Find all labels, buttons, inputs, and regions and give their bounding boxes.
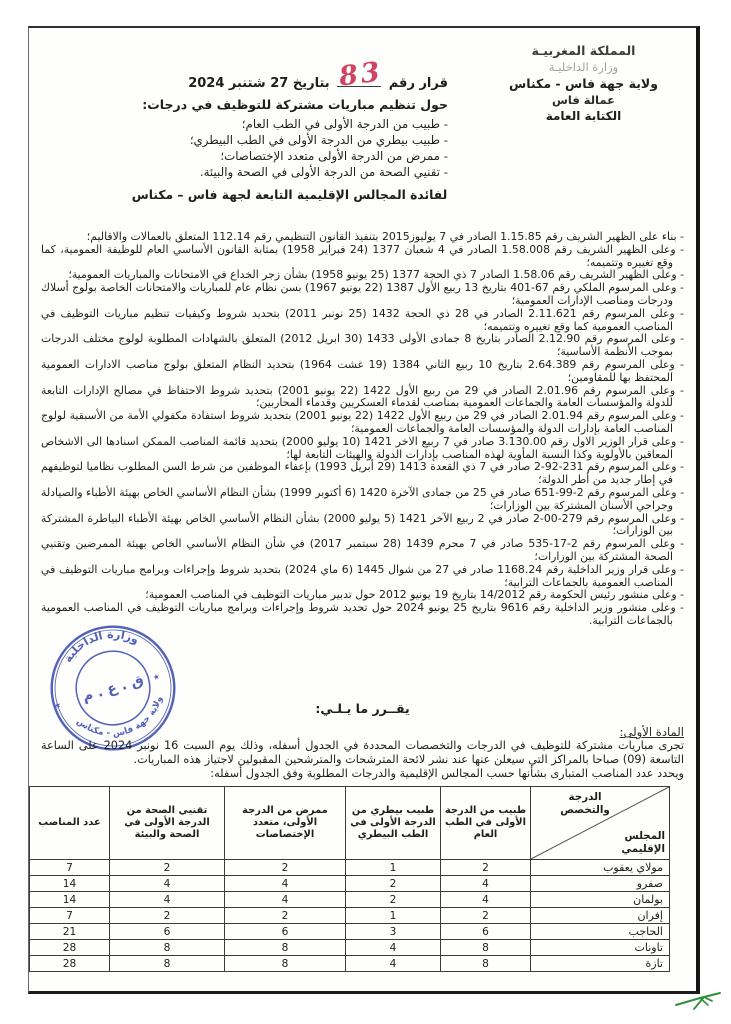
preamble-item: - وعلى المرسوم رقم 279-00-2 صادر في 2 ربيع الآخر 1421 (5 يوليو 2000) بشأن النظام الأساسي الخاص بهيئة الأطباء البياطرة المشتركة بين الوزارات؛ — [41, 511, 685, 538]
cell-value: 2 — [225, 860, 346, 876]
council-name: بولمان — [531, 892, 670, 908]
cell-value: 8 — [441, 956, 531, 972]
preamble-list — [41, 231, 684, 628]
preamble-item: - وعلى المرسوم رقم 2.64.389 بتاريخ 10 ربيع الثاني 1384 (19 غشت 1964) بتحديد النظام المتعلق بولوج مناصب الادارات العمومية المحتفظ بها للمقاومين؛ — [41, 357, 684, 384]
stamp-arc-bottom-text: ولاية جهة فاس - مكناس — [74, 695, 165, 740]
stamp-arc-top-text: وزارة الداخلية — [61, 627, 141, 665]
council-name: تاونات — [531, 940, 670, 956]
cell-value: 4 — [225, 892, 346, 908]
table-intro-text: ويحدد عدد المناصب المتبارى بشأنها حسب المجالس الإقليمية والدرجات المطلوبة وفق الجدول أسفله: — [210, 766, 684, 780]
cell-value: 4 — [346, 940, 441, 956]
column-header: تقنيي الصحة من الدرجة الأولى في الصحة والبيئة — [110, 787, 225, 860]
article-one-body — [41, 739, 684, 781]
cell-value: 4 — [225, 876, 346, 892]
column-header: طبيب بيطري من الدرجة الأولى في الطب البيطري — [346, 787, 441, 860]
council-name: إفران — [531, 908, 670, 924]
council-name: صفرو — [531, 876, 670, 892]
cell-value: 6 — [441, 924, 531, 940]
preamble-item: - وعلى المرسوم رقم 2.12.90 الصادر بتاريخ 8 جمادى الأولى 1433 (30 ابريل 2012) المتعلق بالشهادات المطلوبة لولوج مختلف الدرجات بموجب الأنظمة الأساسية؛ — [41, 332, 685, 359]
cell-value: 4 — [110, 892, 225, 908]
preamble-item: - وعلى قرار وزير الداخلية رقم 1168.24 صادر في 27 من شوال 1445 (6 ماي 2024) بتحديد شروط وإجراءات وبرامج مباريات التوظيف في المناصب العمومية بالجماعات الترابية؛ — [41, 562, 684, 589]
preamble-item: - وعلى المرسوم رقم 2.01.94 الصادر في 29 من ربيع الأول 1422 (22 يونيو 2001) بتحديد شروط استفادة مكفولي الأمة من الأسبقية لولوج المناصب العامة بإدارات الدولة والمؤسسات العامة والجماعات العمومية؛ — [41, 409, 684, 435]
grade-item: - طبيب من الدرجة الأولى في الطب العام؛ — [241, 117, 448, 131]
cell-value: 2 — [225, 908, 346, 924]
beneficiary-line: لفائدة المجالس الإقليمية التابعة لجهة فاس – مكناس — [131, 188, 448, 202]
preamble-item: - وعلى قرار الوزير الاول رقم 3.130.00 صادر في 7 ربيع الاخر 1421 (10 يوليو 2000) بتحديد قائمة المناصب الممكن اسنادها الى الاشخاص المعاقين بالأولوية وكذا النسبة المأوية لهذه المناصب بإدارات الدولة والهيئات التابعة لها؛ — [41, 434, 684, 461]
preamble-item: - وعلى الظهير الشريف رقم 1.58.008 الصادر في 4 شعبان 1377 (24 فبراير 1958) بمثابة القانون الأساسي العام للوظيفة العمومية، كما وقع تغييره وتتميمه؛ — [41, 242, 685, 269]
letterhead — [481, 41, 686, 125]
document-frame — [28, 26, 700, 994]
decree-number-line — [113, 56, 448, 93]
cell-value: 8 — [225, 956, 346, 972]
column-header: طبيب من الدرجة الأولى في الطب العام — [441, 787, 531, 860]
council-name: مولاي يعقوب — [531, 860, 670, 876]
preamble-item: - بناء على الظهير الشريف رقم 1.15.85 الصادر في 7 يوليوز2015 بتنفيذ القانون التنظيمي رقم 112.14 المتعلق بالعمالات والاقاليم؛ — [86, 230, 684, 243]
prefecture-title: عمالة فاس — [552, 93, 615, 107]
cell-value: 4 — [441, 892, 531, 908]
cell-value: 21 — [30, 924, 110, 940]
cell-value: 3 — [346, 924, 441, 940]
stamp-star-right: ★ — [151, 671, 161, 683]
cell-value: 1 — [346, 908, 441, 924]
cell-value: 8 — [441, 940, 531, 956]
cell-value: 4 — [441, 876, 531, 892]
preamble-item: - وعلى المرسوم رقم 2.01.96 الصادر في 29 من ربيع الأول 1422 (22 يونيو 2001) بتحديد شروط الاحتفاظ في مصالح الإدارات التابعة للدولة والمؤسسات العامة والجماعات العمومية بمناصب لقدماء العسكريين وقدماء المحاربين؛ — [41, 383, 684, 410]
preamble-item: - وعلى المرسوم رقم 2.11.621 الصادر في 28 ذي الحجة 1432 (25 نونبر 2011) بتحديد شروط وكيفيات تنظيم مباريات التوظيف في المناصب العمومية كما وقع تغييره وتتميمه؛ — [41, 306, 684, 333]
table-row — [30, 940, 670, 956]
table-row — [30, 908, 670, 924]
cell-value: 8 — [110, 956, 225, 972]
cell-value: 2 — [110, 908, 225, 924]
green-pen-mark-icon — [674, 989, 726, 1013]
table-row — [30, 876, 670, 892]
cell-value: 2 — [346, 892, 441, 908]
stamp-star-left: ★ — [53, 699, 63, 711]
table-row — [30, 860, 670, 876]
cell-value: 28 — [30, 956, 110, 972]
column-header: عدد المناصب — [30, 787, 110, 860]
cell-value: 2 — [441, 860, 531, 876]
cell-value: 28 — [30, 940, 110, 956]
cell-value: 7 — [30, 908, 110, 924]
column-header: ممرض من الدرجة الأولى، متعدد الإختصاصات — [225, 787, 346, 860]
decree-header — [113, 56, 448, 202]
secretariat-title: الكتابة العامة — [545, 109, 622, 123]
cell-value: 8 — [110, 940, 225, 956]
cell-value: 6 — [110, 924, 225, 940]
table-row — [30, 924, 670, 940]
decision-heading: يقــرر ما يـلـي: — [315, 701, 410, 716]
decree-subject: حول تنظيم مباريات مشتركة للتوظيف في درجات: — [142, 97, 448, 112]
decree-label: قرار رقم — [388, 76, 448, 91]
article-one-title: المادة الأولى: — [619, 725, 684, 739]
preamble-item: - وعلى المرسوم رقم 231-92-2 صادر في 7 ذي القعدة 1413 (29 أبريل 1993) بإعفاء الموظفين من شرط السن المطلوب نظاميا لتوظيفهم في إطار جديد من أطر الدولة؛ — [41, 460, 684, 487]
grade-item: - ممرض من الدرجة الأولى متعدد الإختصاصات؛ — [220, 149, 448, 163]
preamble-item: - وعلى منشور وزير الداخلية رقم 9616 بتاريخ 25 يونيو 2024 حول تحديد شروط وإجراءات وبرامج مباريات التوظيف في المناصب العمومية بالجماعات الترابية. — [41, 601, 684, 627]
cell-value: 7 — [30, 860, 110, 876]
cell-value: 6 — [225, 924, 346, 940]
positions-table — [29, 786, 670, 972]
corner-label-council: المجلس الإقليمي — [621, 830, 665, 855]
article-one-text: تجرى مباريات مشتركة للتوظيف في الدرجات والتخصصات المحددة في الجدول أسفله، وذلك يوم السبت 16 نونبر 2024 على الساعة التاسعة (09) صباحا بالمراكز التي سيعلن عنها عند نشر لائحة المترشحات والمترشحين المقبولين لاجتياز هذه المباريات. — [41, 739, 685, 766]
grade-item: - طبيب بيطري من الدرجة الأولى في الطب البيطري؛ — [189, 133, 448, 147]
cell-value: 4 — [110, 876, 225, 892]
council-name: تازة — [531, 956, 670, 972]
handwritten-decree-number: 83 — [337, 56, 385, 93]
cell-value: 8 — [225, 940, 346, 956]
cell-value: 4 — [346, 956, 441, 972]
decree-date: بتاريخ 27 شتنبر 2024 — [188, 76, 330, 91]
preamble-item: - وعلى منشور رئيس الحكومة رقم 14/2012 بتاريخ 19 يونيو 2012 حول تدبير مباريات التوظيف في المناصب العمومية؛ — [145, 588, 684, 602]
grade-item: - تقنيي الصحة من الدرجة الأولى في الصحة والبيئة. — [199, 165, 448, 179]
cell-value: 2 — [441, 908, 531, 924]
corner-label-grade: الدرجة والتخصص — [560, 791, 610, 816]
grades-list — [113, 116, 448, 180]
stamp-center-text: ق . ع . م — [80, 672, 146, 706]
preamble-item: - وعلى الظهير الشريف رقم 1.58.06 الصادر 7 ذي الحجة 1377 (25 يونيو 1958) بشأن زجر الخداع في الامتحانات والمباريات العمومية؛ — [68, 268, 684, 282]
table-row — [30, 892, 670, 908]
kingdom-title: المملكة المغربيـة — [531, 43, 636, 58]
table-row — [30, 956, 670, 972]
preamble-item: - وعلى المرسوم الملكي رقم 67-401 بتاريخ 13 ربيع الأول 1387 (22 يونيو 1967) بسن نظام عام للمباريات والامتحانات الخاصة بولوج أسلاك ودرجات ومناصب الإدارات العمومية؛ — [41, 281, 684, 307]
preamble-item: - وعلى المرسوم رقم 2-99-651 صادر في 25 من جمادى الآخرة 1420 (6 أكتوبر 1999) بشأن النظام الأساسي الخاص بهيئة الأطباء والصيادلة وجراحي الأسنان المشتركة بين الوزارات؛ — [41, 485, 684, 512]
cell-value: 2 — [346, 876, 441, 892]
cell-value: 2 — [110, 860, 225, 876]
table-corner-cell — [531, 787, 670, 860]
ministry-title: وزارة الداخليـة — [548, 60, 619, 74]
cell-value: 1 — [346, 860, 441, 876]
preamble-item: - وعلى المرسوم رقم 2-17-535 صادر في 7 محرم 1439 (28 سبتمبر 2017) في شأن النظام الأساسي الخاص بهيئة الممرضين وتقنيي الصحة المشتركة بين الوزارات؛ — [41, 537, 685, 563]
table-header-row — [30, 787, 670, 860]
wilaya-title: ولاية جهة فاس - مكناس — [509, 76, 658, 91]
council-name: الحاجب — [531, 924, 670, 940]
cell-value: 14 — [30, 876, 110, 892]
cell-value: 14 — [30, 892, 110, 908]
decree-number-blank — [337, 56, 385, 93]
